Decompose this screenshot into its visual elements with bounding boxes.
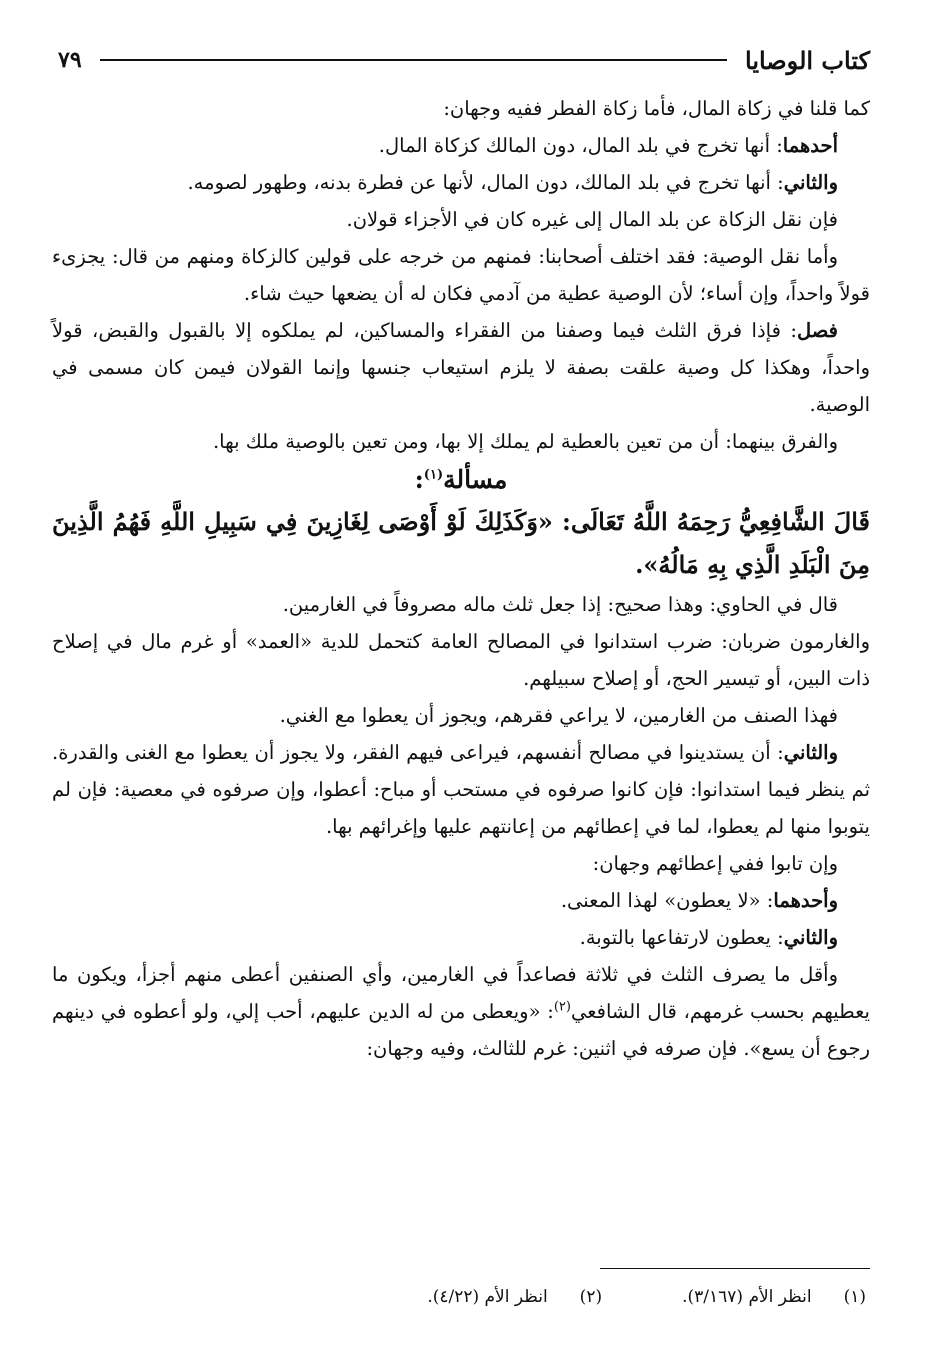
paragraph: والغارمون ضربان: ضرب استدانوا في المصالح العامة كتحمل للدية «العمد» أو غرم مال في إصلاح ذات البين، أو تيسير الحج، أو إصلاح سبيلهم. (52, 630, 870, 690)
footnote-ref: (٢) (553, 999, 571, 1015)
book-page (52, 38, 870, 1067)
paragraph-lead: والثاني (783, 741, 838, 764)
paragraph: وأما نقل الوصية: فقد اختلف أصحابنا: فمنهم من خرجه على قولين كالزكاة ومنهم من قال: يجزىء قولاً واحداً، وإن أساء؛ لأن الوصية عطية من آدمي فكان له أن يضعها حيث شاء. (52, 245, 870, 305)
footnote-ref: (١) (423, 467, 444, 483)
paragraph: قال في الحاوي: وهذا صحيح: إذا جعل ثلث ماله مصروفاً في الغارمين. (282, 593, 838, 616)
page-number: ٧٩ (58, 47, 82, 73)
paragraph: وإن تابوا ففي إعطائهم وجهان: (592, 852, 838, 875)
footnotes (52, 1268, 870, 1307)
paragraph: فهذا الصنف من الغارمين، لا يراعي فقرهم، ويجوز أن يعطوا مع الغني. (279, 704, 838, 727)
paragraph: أحدهما: أنها تخرج في بلد المال، دون المالك كزكاة المال. (378, 134, 838, 157)
footnote-number: (٢) (579, 1287, 603, 1307)
paragraph-lead: فصل (797, 319, 838, 342)
paragraph: والثاني: أن يستدينوا في مصالح أنفسهم، فيراعى فيهم الفقر، ولا يجوز أن يعطوا مع الغنى والقدرة. ثم ينظر فيما استدانوا: فإن كانوا صرفوه في مستحب أو مباح: أعطوا، وإن صرفوه في معصية: فإن لم يتوبوا منها لم يعطوا، لما في إعطائهم من إعانتهم عليها وإغرائهم بها. (52, 741, 870, 838)
paragraph: كما قلنا في زكاة المال، فأما زكاة الفطر ففيه وجهان: (443, 97, 870, 120)
paragraph: فإن نقل الزكاة عن بلد المال إلى غيره كان في الأجزاء قولان. (346, 208, 838, 231)
paragraph-lead: والثاني (783, 926, 838, 949)
chapter-title: كتاب الوصايا (745, 45, 870, 75)
paragraph: والثاني: أنها تخرج في بلد المالك، دون المال، لأنها عن فطرة بدنه، وطهور لصومه. (187, 171, 838, 194)
paragraph: والثاني: يعطون لارتفاعها بالتوبة. (579, 926, 838, 949)
paragraph: فصل: فإذا فرق الثلث فيما وصفنا من الفقراء والمساكين، لم يملكوه إلا بالقبول والقبض، قولاً واحداً، وهكذا كل وصية علقت بصفة لا يلزم استيعاب جنسها وإنما القولان فيمن كان مسمى في الوصية. (52, 319, 870, 416)
footnote: (٢)انظر الأم (٤/٢٢). (427, 1287, 603, 1307)
paragraph: وأحدهما: «لا يعطون» لهذا المعنى. (560, 889, 838, 912)
paragraph-lead: أحدهما (782, 134, 838, 157)
paragraph-lead: والثاني (783, 171, 838, 194)
footnote-rule (600, 1268, 870, 1269)
paragraph: وأقل ما يصرف الثلث في ثلاثة فصاعداً في الغارمين، وأي الصنفين أعطى منهم أجزأ، ويكون ما يعطيهم بحسب غرمهم، قال الشافعي$^{(٢)}$: «ويعطى من له الدين عليهم، أحب إلي، ولو أعطوه في دينهم رجوع أن يسع». فإن صرفه في اثنين: غرم للثالث، وفيه وجهان: (52, 963, 870, 1060)
page-body (52, 90, 870, 1067)
quoted-text: قَالَ الشَّافِعِيُّ رَحِمَهُ اللَّهُ تَعَالَى: «وَكَذَلِكَ لَوْ أَوْصَى لِغَازِينَ فِي سَبِيلِ اللَّهِ فَهُمُ الَّذِينَ مِنَ الْبَلَدِ الَّذِي بِهِ مَالُهُ». (52, 507, 870, 579)
footnote-number: (١) (843, 1287, 866, 1307)
footnote: (١)انظر الأم (٣/١٦٧). (682, 1287, 866, 1307)
paragraph-lead: وأحدهما (773, 889, 838, 912)
section-heading: مسألة$^{(١)}$: (414, 465, 508, 494)
header-rule (100, 59, 727, 61)
running-header (52, 38, 870, 82)
paragraph: والفرق بينهما: أن من تعين بالعطية لم يملك إلا بها، ومن تعين بالوصية ملك بها. (212, 430, 838, 453)
